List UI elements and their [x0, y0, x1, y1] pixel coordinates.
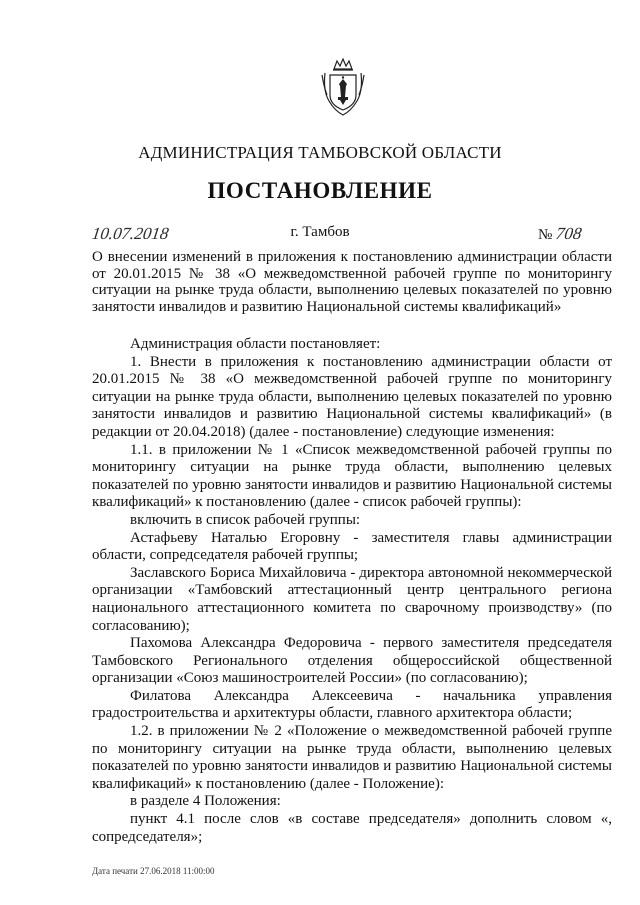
number-value: 708 [555, 224, 584, 243]
body-paragraph: включить в список рабочей группы: [130, 511, 361, 528]
body-paragraph: 1. Внести в приложения к постановлению администрации области от 20.01.2015 № 38 «О межведомственной рабочей группе по мониторингу ситуации на рынке труда области, выполнению целевых показателей по уровню занятости инвалидов и развитию Национальной системы квалификаций» (в редакции от 20.04.2018) (далее - постановление) следующие изменения: [92, 353, 612, 440]
document-number [538, 224, 582, 244]
body-paragraph: 1.1. в приложении № 1 «Список межведомственной рабочей группы по мониторингу ситуации на рынке труда области, выполнению целевых показателей по уровню занятости инвалидов и развитию Национальной системы квалификаций» к постановлению (далее - список рабочей группы): [92, 441, 612, 511]
document-subject: О внесении изменений в приложения к постановлению администрации области от 20.01.2015 № 38 «О межведомственной рабочей группе по мониторингу ситуации на рынке труда области, выполнению целевых показателей по уровню занятости инвалидов и развитию Национальной системы квалификаций» [92, 249, 612, 315]
print-date-footer: Дата печати 27.06.2018 11:00:00 [92, 866, 215, 876]
document-body [92, 336, 612, 846]
body-paragraph: 1.2. в приложении № 2 «Положение о межведомственной рабочей группе по мониторингу ситуации на рынке труда области, выполнению целевых показателей по уровню занятости инвалидов и развитию Национальной системы квалификаций» к постановлению (далее - Положение): [92, 723, 612, 792]
body-paragraph: Филатова Александра Алексеевича - начальника управления градостроительства и архитектуры области, главного архитектора области; [92, 687, 612, 722]
body-paragraph: Администрация области постановляет: [130, 336, 381, 352]
body-paragraph: Астафьеву Наталью Егоровну - заместителя главы администрации области, сопредседателя рабочей группы; [92, 529, 612, 564]
body-paragraph: Заславского Бориса Михайловича - директора автономной некоммерческой организации «Тамбовский аттестационный центр центрального региона национального аттестационного комитета по сварочному производству» (по согласованию); [92, 564, 612, 634]
coat-of-arms-icon [321, 57, 365, 117]
document-city: г. Тамбов [290, 224, 350, 240]
body-paragraph: Пахомова Александра Федоровича - первого заместителя председателя Тамбовского Регионального отделения общероссийской общественной организации «Союз машиностроителей России» (по согласованию); [92, 635, 612, 687]
number-prefix: № [538, 227, 553, 243]
document-date: 10.07.2018 [90, 224, 170, 243]
document-type-title: ПОСТАНОВЛЕНИЕ [207, 178, 433, 203]
body-paragraph: в разделе 4 Положения: [130, 793, 281, 810]
body-paragraph: пункт 4.1 после слов «в составе председателя» дополнить словом «, сопредседателя»; [92, 811, 612, 845]
organization-name: АДМИНИСТРАЦИЯ ТАМБОВСКОЙ ОБЛАСТИ [138, 143, 502, 162]
